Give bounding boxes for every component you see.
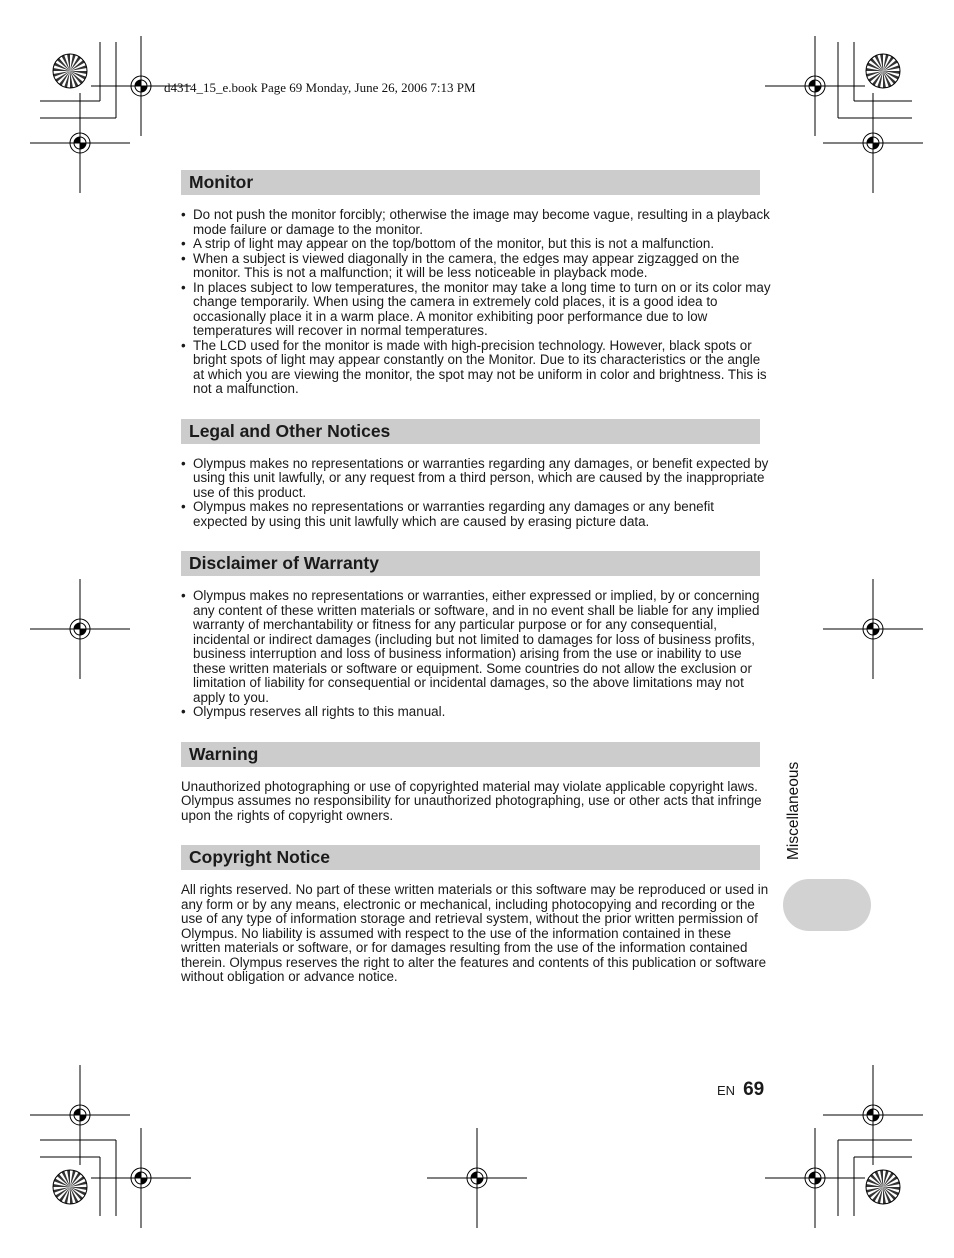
page-footer: [717, 1079, 764, 1101]
paragraph: Unauthorized photographing or use of copyrighted material may violate applicable copyright laws. Olympus assumes no responsibility for unauthorized photographing, use or other acts that infringe upon the rights of copyright owners.: [181, 778, 762, 823]
section-warning: [181, 742, 771, 824]
section-legal: [181, 419, 771, 530]
list-item: • Olympus makes no representations or warranties, either expressed or implied, by or concerning any content of these written materials or software, and in no event shall be liable for any implied warranty of merchantability or fitness for any particular purpose or for any consequential, incidental or indirect damages (including but not limited to damages for loss of business profits, business interruption and loss of business information) arising from the use or inability to use these written materials or software or equipment. Some countries do not allow the exclusion or limitation of liability for consequential or incidental damages, so the above limitations may not apply to you.: [181, 589, 771, 705]
list-item: • Olympus reserves all rights to this manual.: [181, 705, 771, 720]
page-number: 69: [743, 1079, 765, 1100]
registration-mark-icon: [30, 1065, 130, 1165]
list-item: • When a subject is viewed diagonally in the camera, the edges may appear zigzagged on the monitor. This is not a malfunction; it will be less noticeable in playback mode.: [181, 252, 771, 281]
section-heading: Disclaimer of Warranty: [181, 551, 760, 576]
registration-mark-icon: [823, 579, 923, 679]
registration-mark-icon: [765, 1128, 865, 1228]
section-heading: Copyright Notice: [181, 845, 760, 870]
registration-mark-icon: [91, 1128, 191, 1228]
list-item: • Olympus makes no representations or warranties regarding any damages or any benefit expected by using this unit lawfully which are caused by erasing picture data.: [181, 500, 771, 529]
registration-mark-icon: [427, 1128, 527, 1228]
starburst-target-icon: [53, 54, 87, 88]
section-monitor: [181, 170, 771, 397]
starburst-target-icon: [53, 1170, 87, 1204]
bullet-list: [181, 589, 771, 720]
list-item: • In places subject to low temperatures, the monitor may take a long time to turn on or its color may change temporarily. When using the camera in extremely cold places, it is a good idea to occasionally place it in a warm place. A monitor exhibiting poor performance due to low temperatures will recover in normal temperatures.: [181, 281, 771, 339]
starburst-target-icon: [866, 1170, 900, 1204]
section-heading: Legal and Other Notices: [181, 419, 760, 444]
list-item: • Do not push the monitor forcibly; otherwise the image may become vague, resulting in a playback mode failure or damage to the monitor.: [181, 208, 771, 237]
section-heading: Monitor: [181, 170, 760, 195]
registration-mark-icon: [765, 36, 865, 136]
list-item: • The LCD used for the monitor is made with high-precision technology. However, black spots or bright spots of light may appear constantly on the Monitor. Due to its characteristics or the angle at which you are viewing the monitor, the spot may not be uniform in color and brightness. This is not a malfunction.: [181, 339, 771, 397]
page-content: [181, 170, 771, 1007]
list-item: • Olympus makes no representations or warranties regarding any damages, or benefit expected by using this unit lawfully, or any request from a third person, which are caused by the inappropriate use of this product.: [181, 457, 771, 501]
section-heading: Warning: [181, 742, 760, 767]
bullet-list: [181, 457, 771, 530]
registration-mark-icon: [30, 93, 130, 193]
side-tab-label: Miscellaneous: [785, 761, 802, 860]
section-copyright: [181, 845, 771, 985]
section-disclaimer: [181, 551, 771, 720]
bullet-list: [181, 208, 771, 397]
paragraph: All rights reserved. No part of these written materials or this software may be reproduced or used in any form or by any means, electronic or mechanical, including photocopying and recording or the use of any type of information storage and retrieval system, without the prior written permission of Olympus. No liability is assumed with respect to the use of the information contained in these written materials or software, or for damages resulting from the use of the information contained therein. Olympus reserves the right to alter the features and contents of this publication or software without obligation or advance notice.: [181, 882, 769, 984]
list-item: • A strip of light may appear on the top/bottom of the monitor, but this is not a malfunction.: [181, 237, 771, 252]
registration-mark-icon: [30, 579, 130, 679]
language-code: EN: [717, 1083, 736, 1098]
print-info: d4314_15_e.book Page 69 Monday, June 26, 2006 7:13 PM: [164, 80, 476, 95]
starburst-target-icon: [866, 54, 900, 88]
thumb-tab: [783, 879, 871, 931]
